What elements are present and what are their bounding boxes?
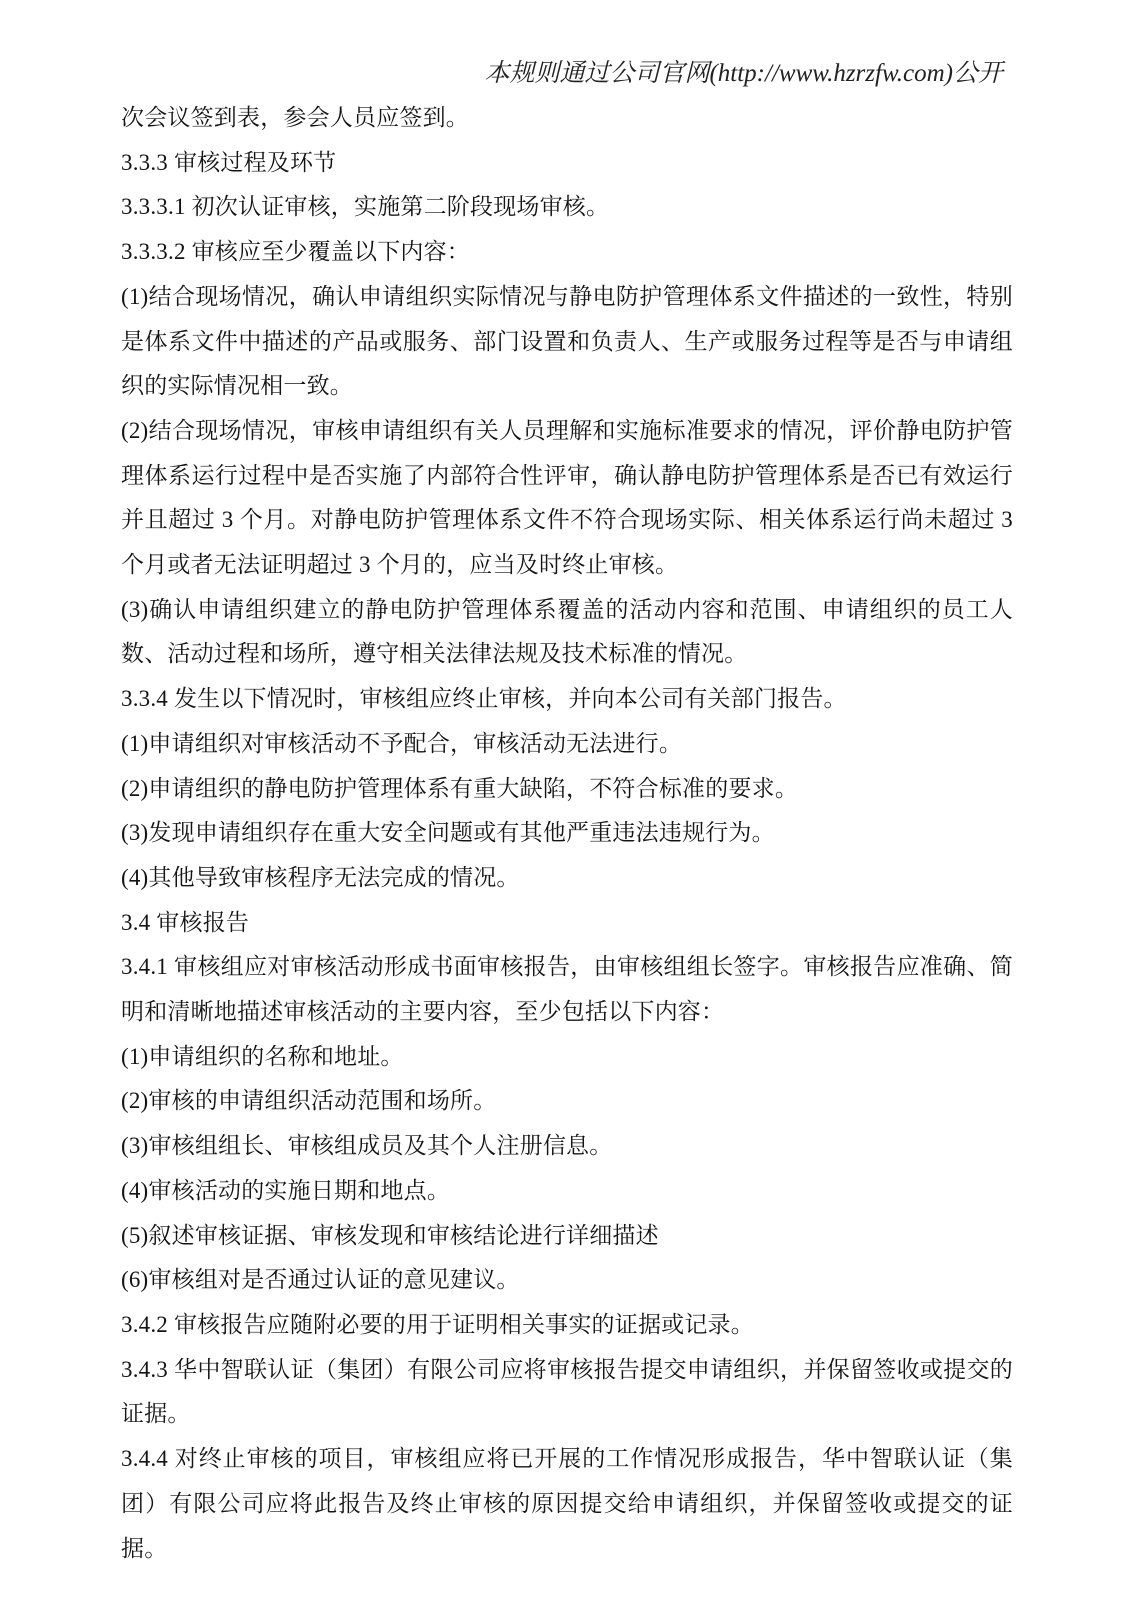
- clause-3-4-2: 3.4.2 审核报告应随附必要的用于证明相关事实的证据或记录。: [121, 1311, 754, 1337]
- document-body: [121, 96, 1013, 1571]
- list-item-3: (3)发现申请组织存在重大安全问题或有其他严重违法违规行为。: [121, 820, 775, 846]
- paragraph-continuation: 次会议签到表，参会人员应签到。: [121, 105, 469, 130]
- clause-3-4-4: 3.4.4 对终止审核的项目，审核组应将已开展的工作情况形成报告，华中智联认证（集团）有限公司应将此报告及终止审核的原因提交给申请组织，并保留签收或提交的证据。: [121, 1446, 1013, 1561]
- list-item-4: (4)其他导致审核程序无法完成的情况。: [121, 864, 520, 890]
- header-note: 本规则通过公司官网(http://www.hzrzfw.com)公开: [484, 60, 1003, 87]
- list-item-1: (1)申请组织的名称和地址。: [121, 1043, 404, 1069]
- list-item-2: (2)审核的申请组织活动范围和场所。: [121, 1088, 497, 1114]
- section-heading-3-3-3: 3.3.3 审核过程及环节: [121, 149, 337, 175]
- list-item-1: (1)申请组织对审核活动不予配合，审核活动无法进行。: [121, 730, 683, 756]
- clause-3-4-1: 3.4.1 审核组应对审核活动形成书面审核报告，由审核组组长签字。审核报告应准确、简明和清晰地描述审核活动的主要内容，至少包括以下内容：: [121, 954, 1013, 1025]
- list-item-5: (5)叙述审核证据、审核发现和审核结论进行详细描述: [121, 1222, 659, 1248]
- section-heading-3-4: 3.4 审核报告: [121, 909, 250, 935]
- list-item-3: (3)审核组组长、审核组成员及其个人注册信息。: [121, 1133, 613, 1159]
- list-item-3: (3)确认申请组织建立的静电防护管理体系覆盖的活动内容和范围、申请组织的员工人数、活动过程和场所，遵守相关法律法规及技术标准的情况。: [121, 596, 1013, 667]
- list-item-1: (1)结合现场情况，确认申请组织实际情况与静电防护管理体系文件描述的一致性，特别是体系文件中描述的产品或服务、部门设置和负责人、生产或服务过程等是否与申请组织的实际情况相一致。: [121, 283, 1013, 399]
- clause-3-3-3-2: 3.3.3.2 审核应至少覆盖以下内容：: [121, 239, 470, 265]
- clause-3-3-4: 3.3.4 发生以下情况时，审核组应终止审核，并向本公司有关部门报告。: [121, 686, 847, 712]
- list-item-2: (2)申请组织的静电防护管理体系有重大缺陷，不符合标准的要求。: [121, 775, 799, 801]
- list-item-4: (4)审核活动的实施日期和地点。: [121, 1177, 451, 1203]
- list-item-2: (2)结合现场情况，审核申请组织有关人员理解和实施标准要求的情况，评价静电防护管理体系运行过程中是否实施了内部符合性评审，确认静电防护管理体系是否已有效运行并且超过 3 个月。对静电防护管理体系文件不符合现场实际、相关体系运行尚未超过 3 个月或者无法证明超过 3 个月的，应当及时终止审核。: [121, 417, 1013, 578]
- list-item-6: (6)审核组对是否通过认证的意见建议。: [121, 1267, 520, 1293]
- clause-3-4-3: 3.4.3 华中智联认证（集团）有限公司应将审核报告提交申请组织，并保留签收或提交的证据。: [121, 1356, 1013, 1427]
- clause-3-3-3-1: 3.3.3.1 初次认证审核，实施第二阶段现场审核。: [121, 194, 610, 220]
